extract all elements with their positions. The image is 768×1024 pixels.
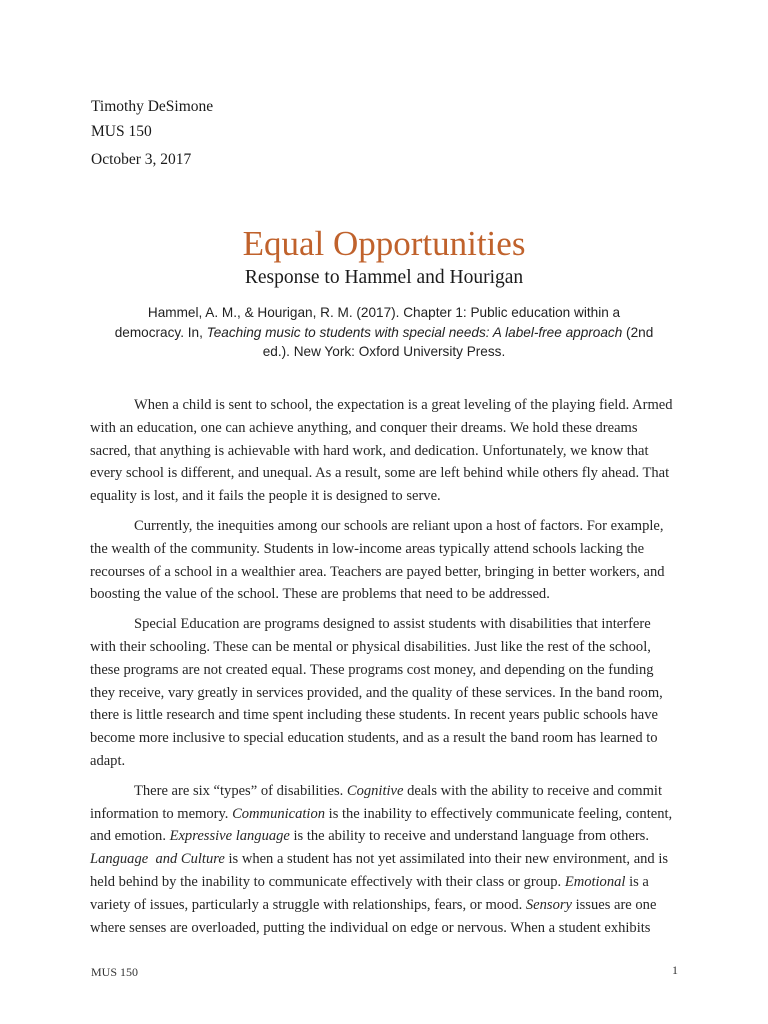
document-title: Equal Opportunities	[242, 224, 526, 263]
document-date: October 3, 2017	[91, 151, 192, 168]
term-communication: Communication	[232, 805, 326, 822]
page-number: 1	[672, 963, 678, 977]
p4-text-7: issues are one where senses are overloaded, putting the individual on edge or nervous. When a student exhibits	[90, 896, 657, 936]
document-header	[91, 94, 213, 172]
p4-text-5: is when a student has not yet assimilated into their new environment, and is held behind by the inability to communicate effectively with their class or group.	[90, 851, 669, 890]
title-block	[0, 222, 768, 290]
paragraph-1: When a child is sent to school, the expectation is a great leveling of the playing field. Armed with an education, one can achieve anything, and conquer their dreams. We hold these dreams sacred, that anything is achievable with hard work, and dedication. Unfortunately, we know that every school is different, and unequal. As a result, some are left behind while others fly ahead. That equality is lost, and it fails the people it is designed to serve.	[90, 397, 673, 505]
document-subtitle: Response to Hammel and Hourigan	[244, 267, 524, 288]
citation-text: Hammel, A. M., & Hourigan, R. M. (2017). Chapter 1: Public education within a democracy. In,	[114, 305, 621, 340]
citation	[112, 303, 656, 362]
citation-publisher: (2nd ed.). New York: Oxford University Press.	[262, 324, 654, 359]
p4-text-6: is a variety of issues, particularly a struggle with relationships, fears, or mood.	[90, 873, 649, 913]
term-expressive-language: Expressive language	[169, 828, 290, 845]
term-language-and-culture: Language and Culture	[90, 851, 225, 868]
term-emotional: Emotional	[564, 873, 626, 890]
p4-text-2: deals with the ability to receive and commit information to memory.	[90, 782, 662, 822]
p4-text-3: is the inability to effectively communicate feeling, content, and emotion.	[90, 805, 673, 845]
p4-text-1: There are six “types” of disabilities.	[134, 782, 347, 799]
term-cognitive: Cognitive	[346, 782, 404, 799]
term-sensory: Sensory	[525, 896, 572, 913]
footer-course: MUS 150	[91, 965, 139, 979]
body-text	[90, 394, 674, 946]
paragraph-4	[90, 780, 674, 940]
author-name: Timothy DeSimone	[91, 98, 214, 115]
p4-text-4: is the ability to receive and understand language from others.	[289, 828, 649, 845]
course-code: MUS 150	[91, 123, 152, 140]
paragraph-3: Special Education are programs designed to assist students with disabilities that interfere with their schooling. These can be mental or physical disabilities. Just like the rest of the school, these programs are not created equal. These programs cost money, and depending on the funding they receive, vary greatly in services provided, and the quality of these services. In the band room, there is little research and time spent including these students. In recent years public schools have become more inclusive to special education students, and as a result the band room has learned to adapt.	[90, 616, 663, 769]
citation-book-title: Teaching music to students with special needs: A label-free approach	[206, 324, 623, 340]
paragraph-2: Currently, the inequities among our schools are reliant upon a host of factors. For example, the wealth of the community. Students in low-income areas typically attend schools lacking the recourses of a school in a wealthier area. Teachers are payed better, bringing in better workers, and boosting the value of the school. These are problems that need to be addressed.	[90, 517, 665, 603]
